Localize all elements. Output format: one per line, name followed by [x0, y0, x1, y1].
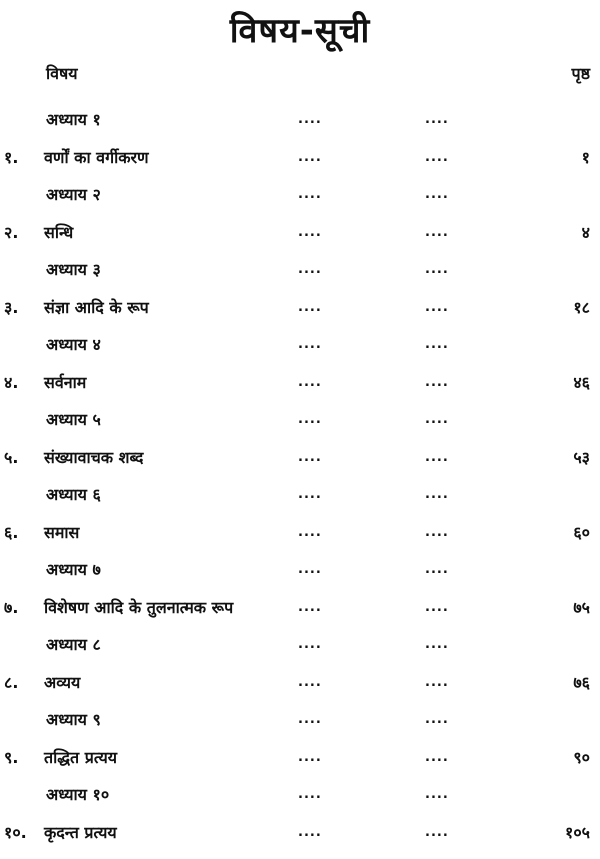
chapter-label: अध्याय ४	[46, 335, 101, 354]
leader-dots: ....	[298, 262, 322, 277]
chapter-row	[0, 325, 600, 363]
page-number: ६०	[573, 522, 590, 542]
page-number: ४६	[573, 372, 590, 392]
topic-row	[0, 288, 600, 326]
topic-row	[0, 513, 600, 551]
page-number: ७५	[573, 597, 590, 617]
entry-number: ९.	[4, 747, 19, 767]
contents-list	[0, 100, 600, 850]
chapter-label: अध्याय १०	[46, 785, 110, 804]
page-title: विषय-सूची	[229, 11, 371, 51]
page-number: ७६	[573, 672, 590, 692]
topic-label: विशेषण आदि के तुलनात्मक रूप	[44, 597, 234, 617]
page-number: ४	[581, 222, 590, 242]
entry-number: १०.	[4, 822, 27, 842]
leader-dots: ....	[425, 824, 449, 840]
leader-dots: ....	[298, 524, 322, 540]
topic-label: सर्वनाम	[44, 372, 87, 392]
leader-dots: ....	[425, 749, 449, 765]
leader-dots: ....	[425, 674, 449, 690]
entry-number: ६.	[4, 522, 19, 542]
leader-dots: ....	[298, 449, 322, 465]
topic-row	[0, 738, 600, 776]
topic-label: कृदन्त प्रत्यय	[44, 822, 117, 842]
leader-dots: ....	[425, 449, 449, 465]
topic-label: संख्यावाचक शब्द	[44, 447, 144, 467]
leader-dots: ....	[298, 824, 322, 840]
leader-dots: ....	[298, 299, 322, 315]
entry-number: ७.	[4, 597, 19, 617]
chapter-label: अध्याय १	[46, 110, 101, 129]
chapter-label: अध्याय ६	[46, 485, 101, 504]
topic-label: सन्धि	[44, 222, 74, 242]
entry-number: ३.	[4, 297, 19, 317]
leader-dots: ....	[425, 562, 449, 577]
topic-row	[0, 588, 600, 626]
leader-dots: ....	[425, 787, 449, 802]
leader-dots: ....	[425, 187, 449, 202]
leader-dots: ....	[298, 187, 322, 202]
chapter-label: अध्याय ८	[46, 635, 101, 654]
leader-dots: ....	[425, 224, 449, 240]
leader-dots: ....	[298, 337, 322, 352]
page-column-header: पृष्ठ	[571, 64, 590, 83]
chapter-label: अध्याय ९	[46, 710, 101, 729]
chapter-label: अध्याय २	[46, 185, 101, 204]
topic-label: वर्णों का वर्गीकरण	[44, 147, 149, 167]
leader-dots: ....	[298, 637, 322, 652]
leader-dots: ....	[425, 712, 449, 727]
leader-dots: ....	[298, 112, 322, 127]
chapter-row	[0, 175, 600, 213]
leader-dots: ....	[425, 637, 449, 652]
leader-dots: ....	[425, 412, 449, 427]
page-number: १	[581, 147, 590, 167]
page-number: १८	[573, 297, 590, 317]
leader-dots: ....	[425, 262, 449, 277]
chapter-row	[0, 700, 600, 738]
topic-label: तद्धित प्रत्यय	[44, 747, 118, 767]
entry-number: ४.	[4, 372, 19, 392]
chapter-row	[0, 250, 600, 288]
entry-number: ८.	[4, 672, 19, 692]
leader-dots: ....	[298, 412, 322, 427]
entry-number: ५.	[4, 447, 19, 467]
leader-dots: ....	[298, 149, 322, 165]
topic-row	[0, 438, 600, 476]
leader-dots: ....	[298, 712, 322, 727]
chapter-label: अध्याय ३	[46, 260, 101, 279]
leader-dots: ....	[425, 112, 449, 127]
leader-dots: ....	[425, 337, 449, 352]
topic-row	[0, 813, 600, 851]
topic-row	[0, 138, 600, 176]
leader-dots: ....	[298, 374, 322, 390]
leader-dots: ....	[425, 299, 449, 315]
leader-dots: ....	[425, 524, 449, 540]
leader-dots: ....	[425, 149, 449, 165]
page-number: १०५	[565, 822, 590, 842]
page-number: ९०	[573, 747, 590, 767]
subject-column-header: विषय	[46, 64, 78, 83]
leader-dots: ....	[298, 599, 322, 615]
topic-label: अव्यय	[44, 672, 81, 692]
chapter-label: अध्याय ५	[46, 410, 101, 429]
leader-dots: ....	[298, 749, 322, 765]
topic-label: संज्ञा आदि के रूप	[44, 297, 149, 317]
leader-dots: ....	[298, 487, 322, 502]
leader-dots: ....	[298, 224, 322, 240]
chapter-row	[0, 625, 600, 663]
topic-row	[0, 363, 600, 401]
chapter-row	[0, 400, 600, 438]
page-number: ५३	[573, 447, 590, 467]
leader-dots: ....	[298, 787, 322, 802]
leader-dots: ....	[425, 487, 449, 502]
leader-dots: ....	[425, 599, 449, 615]
chapter-row	[0, 550, 600, 588]
chapter-label: अध्याय ७	[46, 560, 101, 579]
entry-number: १.	[4, 147, 19, 167]
entry-number: २.	[4, 222, 19, 242]
topic-row	[0, 663, 600, 701]
chapter-row	[0, 100, 600, 138]
leader-dots: ....	[298, 674, 322, 690]
leader-dots: ....	[425, 374, 449, 390]
chapter-row	[0, 775, 600, 813]
leader-dots: ....	[298, 562, 322, 577]
topic-row	[0, 213, 600, 251]
chapter-row	[0, 475, 600, 513]
topic-label: समास	[44, 522, 80, 542]
